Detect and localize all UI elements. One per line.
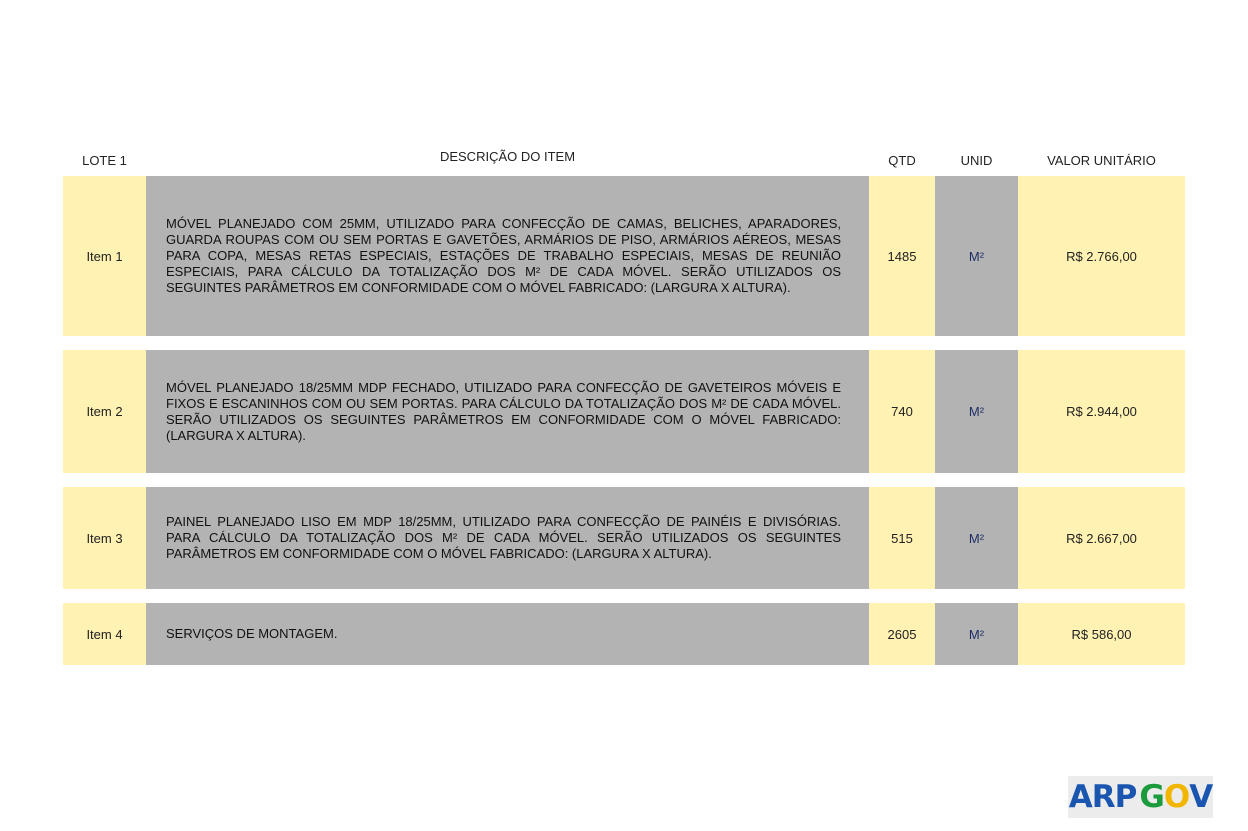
row-qtd: 515 bbox=[869, 487, 935, 589]
row-description bbox=[146, 603, 869, 665]
table-row-item-2 bbox=[63, 350, 1185, 473]
row-description bbox=[146, 350, 869, 473]
logo-part-a: A bbox=[1068, 779, 1092, 815]
arpgov-logo bbox=[1068, 776, 1213, 818]
logo-part-r: R bbox=[1091, 779, 1115, 815]
table-header bbox=[63, 145, 1185, 175]
row-qtd: 2605 bbox=[869, 603, 935, 665]
row-unid: M² bbox=[935, 350, 1018, 473]
logo-part-v: V bbox=[1189, 779, 1213, 815]
row-unid: M² bbox=[935, 176, 1018, 336]
row-unid: M² bbox=[935, 487, 1018, 589]
row-description-text: PAINEL PLANEJADO LISO EM MDP 18/25MM, UTILIZADO PARA CONFECÇÃO DE PAINÉIS E DIVISÓRIAS. PARA CÁLCULO DA TOTALIZAÇÃO DOS M² DE CADA MÓVEL. SERÃO UTILIZADOS OS SEGUINTES PARÂMETROS EM CONFORMIDADE COM O MÓVEL FABRICADO: (LARGURA X ALTURA). bbox=[166, 514, 841, 561]
logo-part-g: G bbox=[1139, 779, 1164, 815]
table-row-item-4 bbox=[63, 603, 1185, 665]
logo-part-p: P bbox=[1114, 779, 1137, 815]
logo-part-o: O bbox=[1163, 779, 1190, 815]
row-unid: M² bbox=[935, 603, 1018, 665]
row-qtd: 740 bbox=[869, 350, 935, 473]
header-valor: VALOR UNITÁRIO bbox=[1047, 153, 1156, 168]
row-qtd: 1485 bbox=[869, 176, 935, 336]
row-valor: R$ 2.766,00 bbox=[1018, 176, 1185, 336]
price-table bbox=[63, 145, 1185, 642]
row-item-label: Item 1 bbox=[63, 176, 146, 336]
row-description-text: SERVIÇOS DE MONTAGEM. bbox=[166, 626, 338, 641]
row-description bbox=[146, 176, 869, 336]
header-lote: LOTE 1 bbox=[82, 153, 127, 168]
row-valor: R$ 2.667,00 bbox=[1018, 487, 1185, 589]
table-row-item-1 bbox=[63, 176, 1185, 336]
header-unid: UNID bbox=[960, 153, 993, 168]
table-row-item-3 bbox=[63, 487, 1185, 589]
row-description-text: MÓVEL PLANEJADO COM 25MM, UTILIZADO PARA CONFECÇÃO DE CAMAS, BELICHES, APARADORES, GUARDA ROUPAS COM OU SEM PORTAS E GAVETÕES, ARMÁRIOS DE PISO, ARMÁRIOS AÉREOS, MESAS PARA COPA, MESAS RETAS ESPECIAIS, ESTAÇÕES DE TRABALHO ESPECIAIS, MESAS DE REUNIÃO ESPECIAIS, PARA CÁLCULO DA TOTALIZAÇÃO DOS M² DE CADA MÓVEL. SERÃO UTILIZADOS OS SEGUINTES PARÂMETROS EM CONFORMIDADE COM O MÓVEL FABRICADO: (LARGURA X ALTURA). bbox=[166, 216, 841, 295]
row-description bbox=[146, 487, 869, 589]
row-valor: R$ 2.944,00 bbox=[1018, 350, 1185, 473]
row-valor: R$ 586,00 bbox=[1018, 603, 1185, 665]
header-qtd: QTD bbox=[888, 153, 916, 168]
row-item-label: Item 4 bbox=[63, 603, 146, 665]
row-item-label: Item 2 bbox=[63, 350, 146, 473]
row-description-text: MÓVEL PLANEJADO 18/25MM MDP FECHADO, UTILIZADO PARA CONFECÇÃO DE GAVETEIROS MÓVEIS E FIXOS E ESCANINHOS COM OU SEM PORTAS. PARA CÁLCULO DA TOTALIZAÇÃO DOS M² DE CADA MÓVEL. SERÃO UTILIZADOS OS SEGUINTES PARÂMETROS EM CONFORMIDADE COM O MÓVEL FABRICADO: (LARGURA X ALTURA). bbox=[166, 379, 841, 443]
row-item-label: Item 3 bbox=[63, 487, 146, 589]
header-descricao: DESCRIÇÃO DO ITEM bbox=[439, 149, 576, 164]
